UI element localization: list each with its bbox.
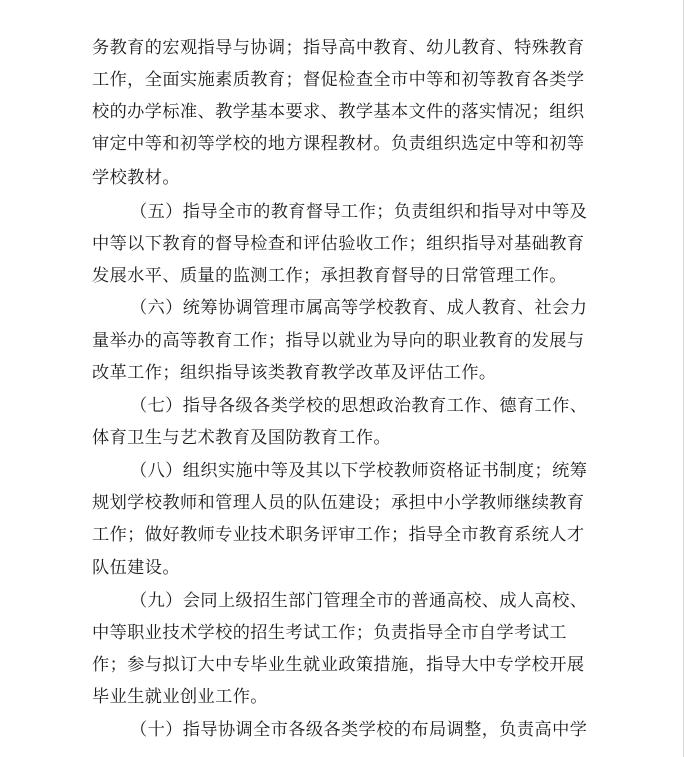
text-line: 改革工作；组织指导该类教育教学改革及评估工作。 [92,363,497,383]
text-line: 量举办的高等教育工作；指导以就业为导向的职业教育的发展与 [92,331,585,351]
text-line: 审定中等和初等学校的地方课程教材。负责组织选定中等和初等 [92,134,585,154]
paragraph-6-first-line: （六）统筹协调管理市属高等学校教育、成人教育、社会力 [130,298,588,318]
text-line: 学校教材。 [92,168,180,188]
text-line: 中等以下教育的督导检查和评估验收工作；组织指导对基础教育 [92,234,585,254]
text-line: 规划学校教师和管理人员的队伍建设；承担中小学教师继续教育 [92,493,585,513]
text-line: 毕业生就业创业工作。 [92,687,268,707]
paragraph-10-first-line: （十）指导协调全市各级各类学校的布局调整，负责高中学 [130,720,588,740]
paragraph-7-first-line: （七）指导各级各类学校的思想政治教育工作、德育工作、 [130,396,588,416]
text-line: 校的办学标准、教学基本要求、教学基本文件的落实情况；组织 [92,102,585,122]
text-line: 发展水平、质量的监测工作；承担教育督导的日常管理工作。 [92,266,567,286]
text-line: 工作，全面实施素质教育；督促检查全市中等和初等教育各类学 [92,70,585,90]
text-line: 工作；做好教师专业技术职务评审工作；指导全市教育系统人才 [92,525,585,545]
text-line: 体育卫生与艺术教育及国防教育工作。 [92,428,391,448]
text-line: 务教育的宏观指导与协调；指导高中教育、幼儿教育、特殊教育 [92,38,585,58]
paragraph-9-first-line: （九）会同上级招生部门管理全市的普通高校、成人高校、 [130,591,588,611]
paragraph-5-first-line: （五）指导全市的教育督导工作；负责组织和指导对中等及 [130,202,588,222]
text-line: 队伍建设。 [92,558,180,578]
text-line: 作；参与拟订大中专毕业生就业政策措施，指导大中专学校开展 [92,655,585,675]
text-line: 中等职业技术学校的招生考试工作；负责指导全市自学考试工 [92,623,567,643]
paragraph-8-first-line: （八）组织实施中等及其以下学校教师资格证书制度；统筹 [130,461,588,481]
